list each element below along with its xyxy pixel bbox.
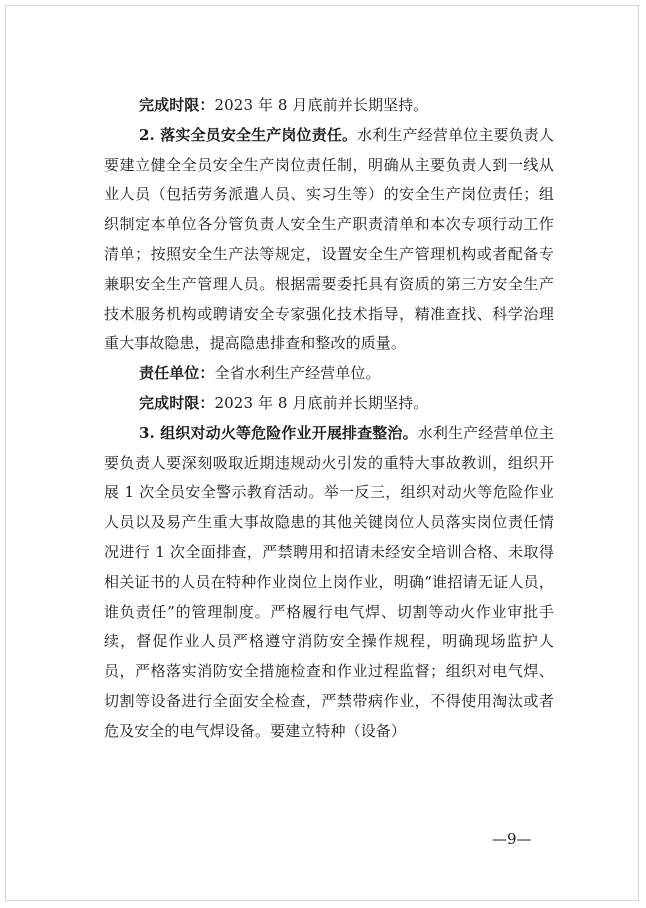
deadline-label: 完成时限： (139, 96, 215, 114)
page-number: —9— (492, 830, 532, 848)
responsible-unit-text: 全省水利生产经营单位。 (214, 364, 381, 383)
document-body (104, 91, 554, 747)
deadline-paragraph-2 (104, 389, 554, 419)
section-2-paragraph (104, 121, 554, 359)
deadline-text: 2023 年 8 月底前并长期坚持。 (214, 96, 429, 114)
section-3-text: 水利生产经营单位主要负责人要深刻吸取近期违规动火引发的重特大事故教训，组织开展 1 次全员安全警示教育活动。举一反三，组织对动火等危险作业人员以及易产生重大事故隐患的其他关键岗位人员落实岗位责任情况进行 1 次全面排查，严禁聘用和招请未经安全培训合格、未取得相关证书的人员在特种作业岗位上岗作业，明确“谁招请无证人员，谁负责任”的管理制度。严格履行电气焊、切割等动火作业审批手续，督促作业人员严格遵守消防安全操作规程，明确现场监护人员，严格落实消防安全措施检查和作业过程监督；组织对电气焊、切割等设备进行全面安全检查，严禁带病作业，不得使用淘汰或者危及安全的电气焊设备。要建立特种（设备） (104, 423, 554, 740)
deadline-paragraph-1 (104, 91, 554, 121)
deadline-label: 完成时限： (139, 393, 215, 412)
section-2-heading: 2. 落实全员安全生产岗位责任。 (139, 125, 358, 144)
section-3-paragraph (104, 419, 554, 747)
section-2-text: 水利生产经营单位主要负责人要建立健全全员安全生产岗位责任制，明确从主要负责人到一线从业人员（包括劳务派遣人员、实习生等）的安全生产岗位责任；组织制定本单位各分管负责人安全生产职责清单和本次专项行动工作清单；按照安全生产法等规定，设置安全生产管理机构或者配备专兼职安全生产管理人员。根据需要委托具有资质的第三方安全生产技术服务机构或聘请安全专家强化技术指导，精准查找、科学治理重大事故隐患，提高隐患排查和整改的质量。 (104, 125, 554, 353)
responsible-unit-paragraph (104, 359, 554, 389)
deadline-text: 2023 年 8 月底前并长期坚持。 (214, 393, 429, 412)
responsible-unit-label: 责任单位： (139, 364, 215, 383)
document-page (5, 5, 639, 901)
section-3-heading: 3. 组织对动火等危险作业开展排查整治。 (139, 423, 418, 442)
